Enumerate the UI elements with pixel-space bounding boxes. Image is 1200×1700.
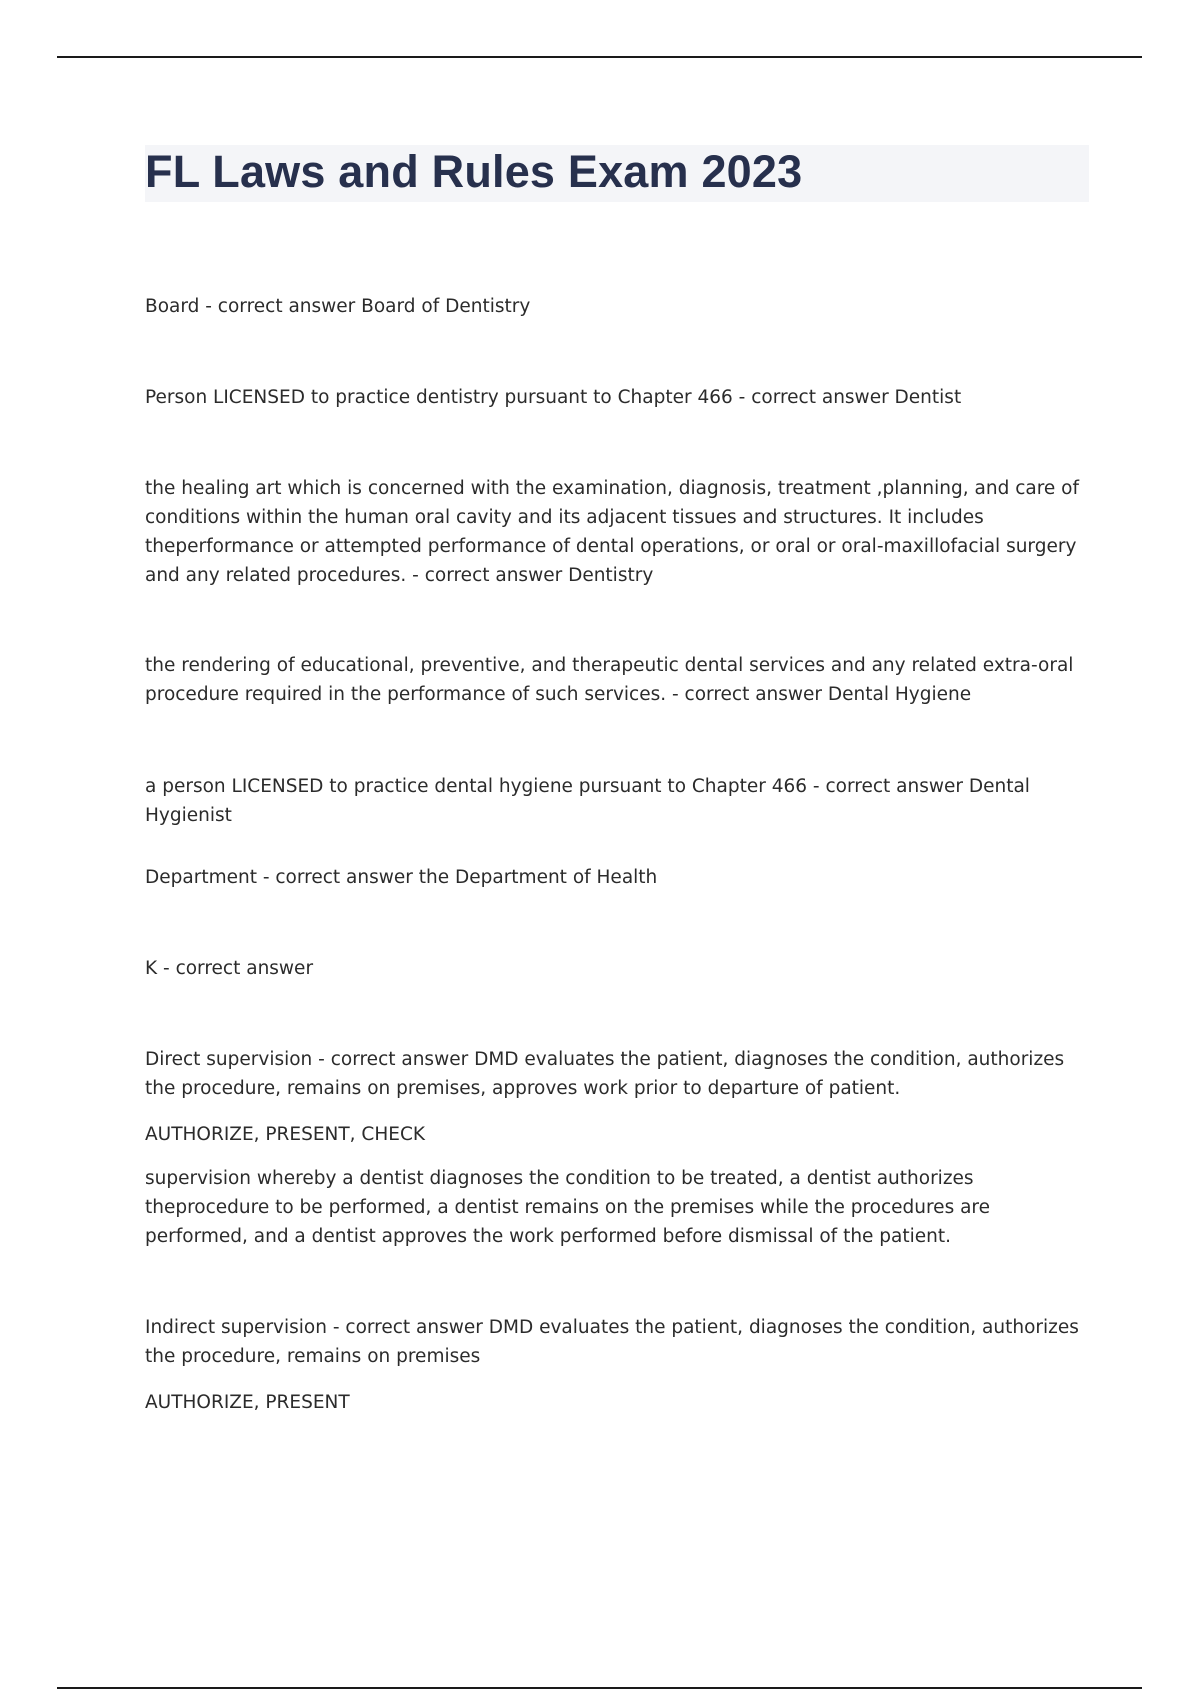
entry-dental-hygienist: a person LICENSED to practice dental hygiene pursuant to Chapter 466 - correct answer Dental Hygienist: [145, 776, 1030, 826]
top-divider: [57, 56, 1142, 58]
entry-dental-hygiene: the rendering of educational, preventive, and therapeutic dental services and any related extra-oral procedure required in the performance of such services. - correct answer Dental Hygiene: [145, 655, 1074, 705]
entry-direct-supervision-definition: supervision whereby a dentist diagnoses the condition to be treated, a dentist authorizes theprocedure to be performed, a dentist remains on the premises while the procedures are performed, and a dentist approves the work performed before dismissal of the patient.: [145, 1168, 991, 1247]
entry-board: Board - correct answer Board of Dentistry: [145, 296, 531, 317]
entry-dentist: Person LICENSED to practice dentistry pursuant to Chapter 466 - correct answer Dentist: [145, 387, 962, 408]
entry-direct-supervision: Direct supervision - correct answer DMD evaluates the patient, diagnoses the condition, authorizes the procedure, remains on premises, approves work prior to departure of patient.: [145, 1049, 1065, 1099]
entry-indirect-supervision-keywords: AUTHORIZE, PRESENT: [145, 1392, 350, 1413]
bottom-divider: [57, 1687, 1142, 1689]
entry-direct-supervision-keywords: AUTHORIZE, PRESENT, CHECK: [145, 1124, 426, 1145]
entry-indirect-supervision: Indirect supervision - correct answer DMD evaluates the patient, diagnoses the condition, authorizes the procedure, remains on premises: [145, 1317, 1079, 1367]
document-title: FL Laws and Rules Exam 2023: [145, 146, 803, 197]
entry-department: Department - correct answer the Department of Health: [145, 867, 658, 888]
entry-k: K - correct answer: [145, 958, 314, 979]
entry-dentistry: the healing art which is concerned with the examination, diagnosis, treatment ,planning, and care of conditions within the human oral cavity and its adjacent tissues and structures. It includes theperformance or attempted performance of dental operations, or oral or oral-maxillofacial surgery and any related procedures. - correct answer Dentistry: [145, 478, 1080, 586]
